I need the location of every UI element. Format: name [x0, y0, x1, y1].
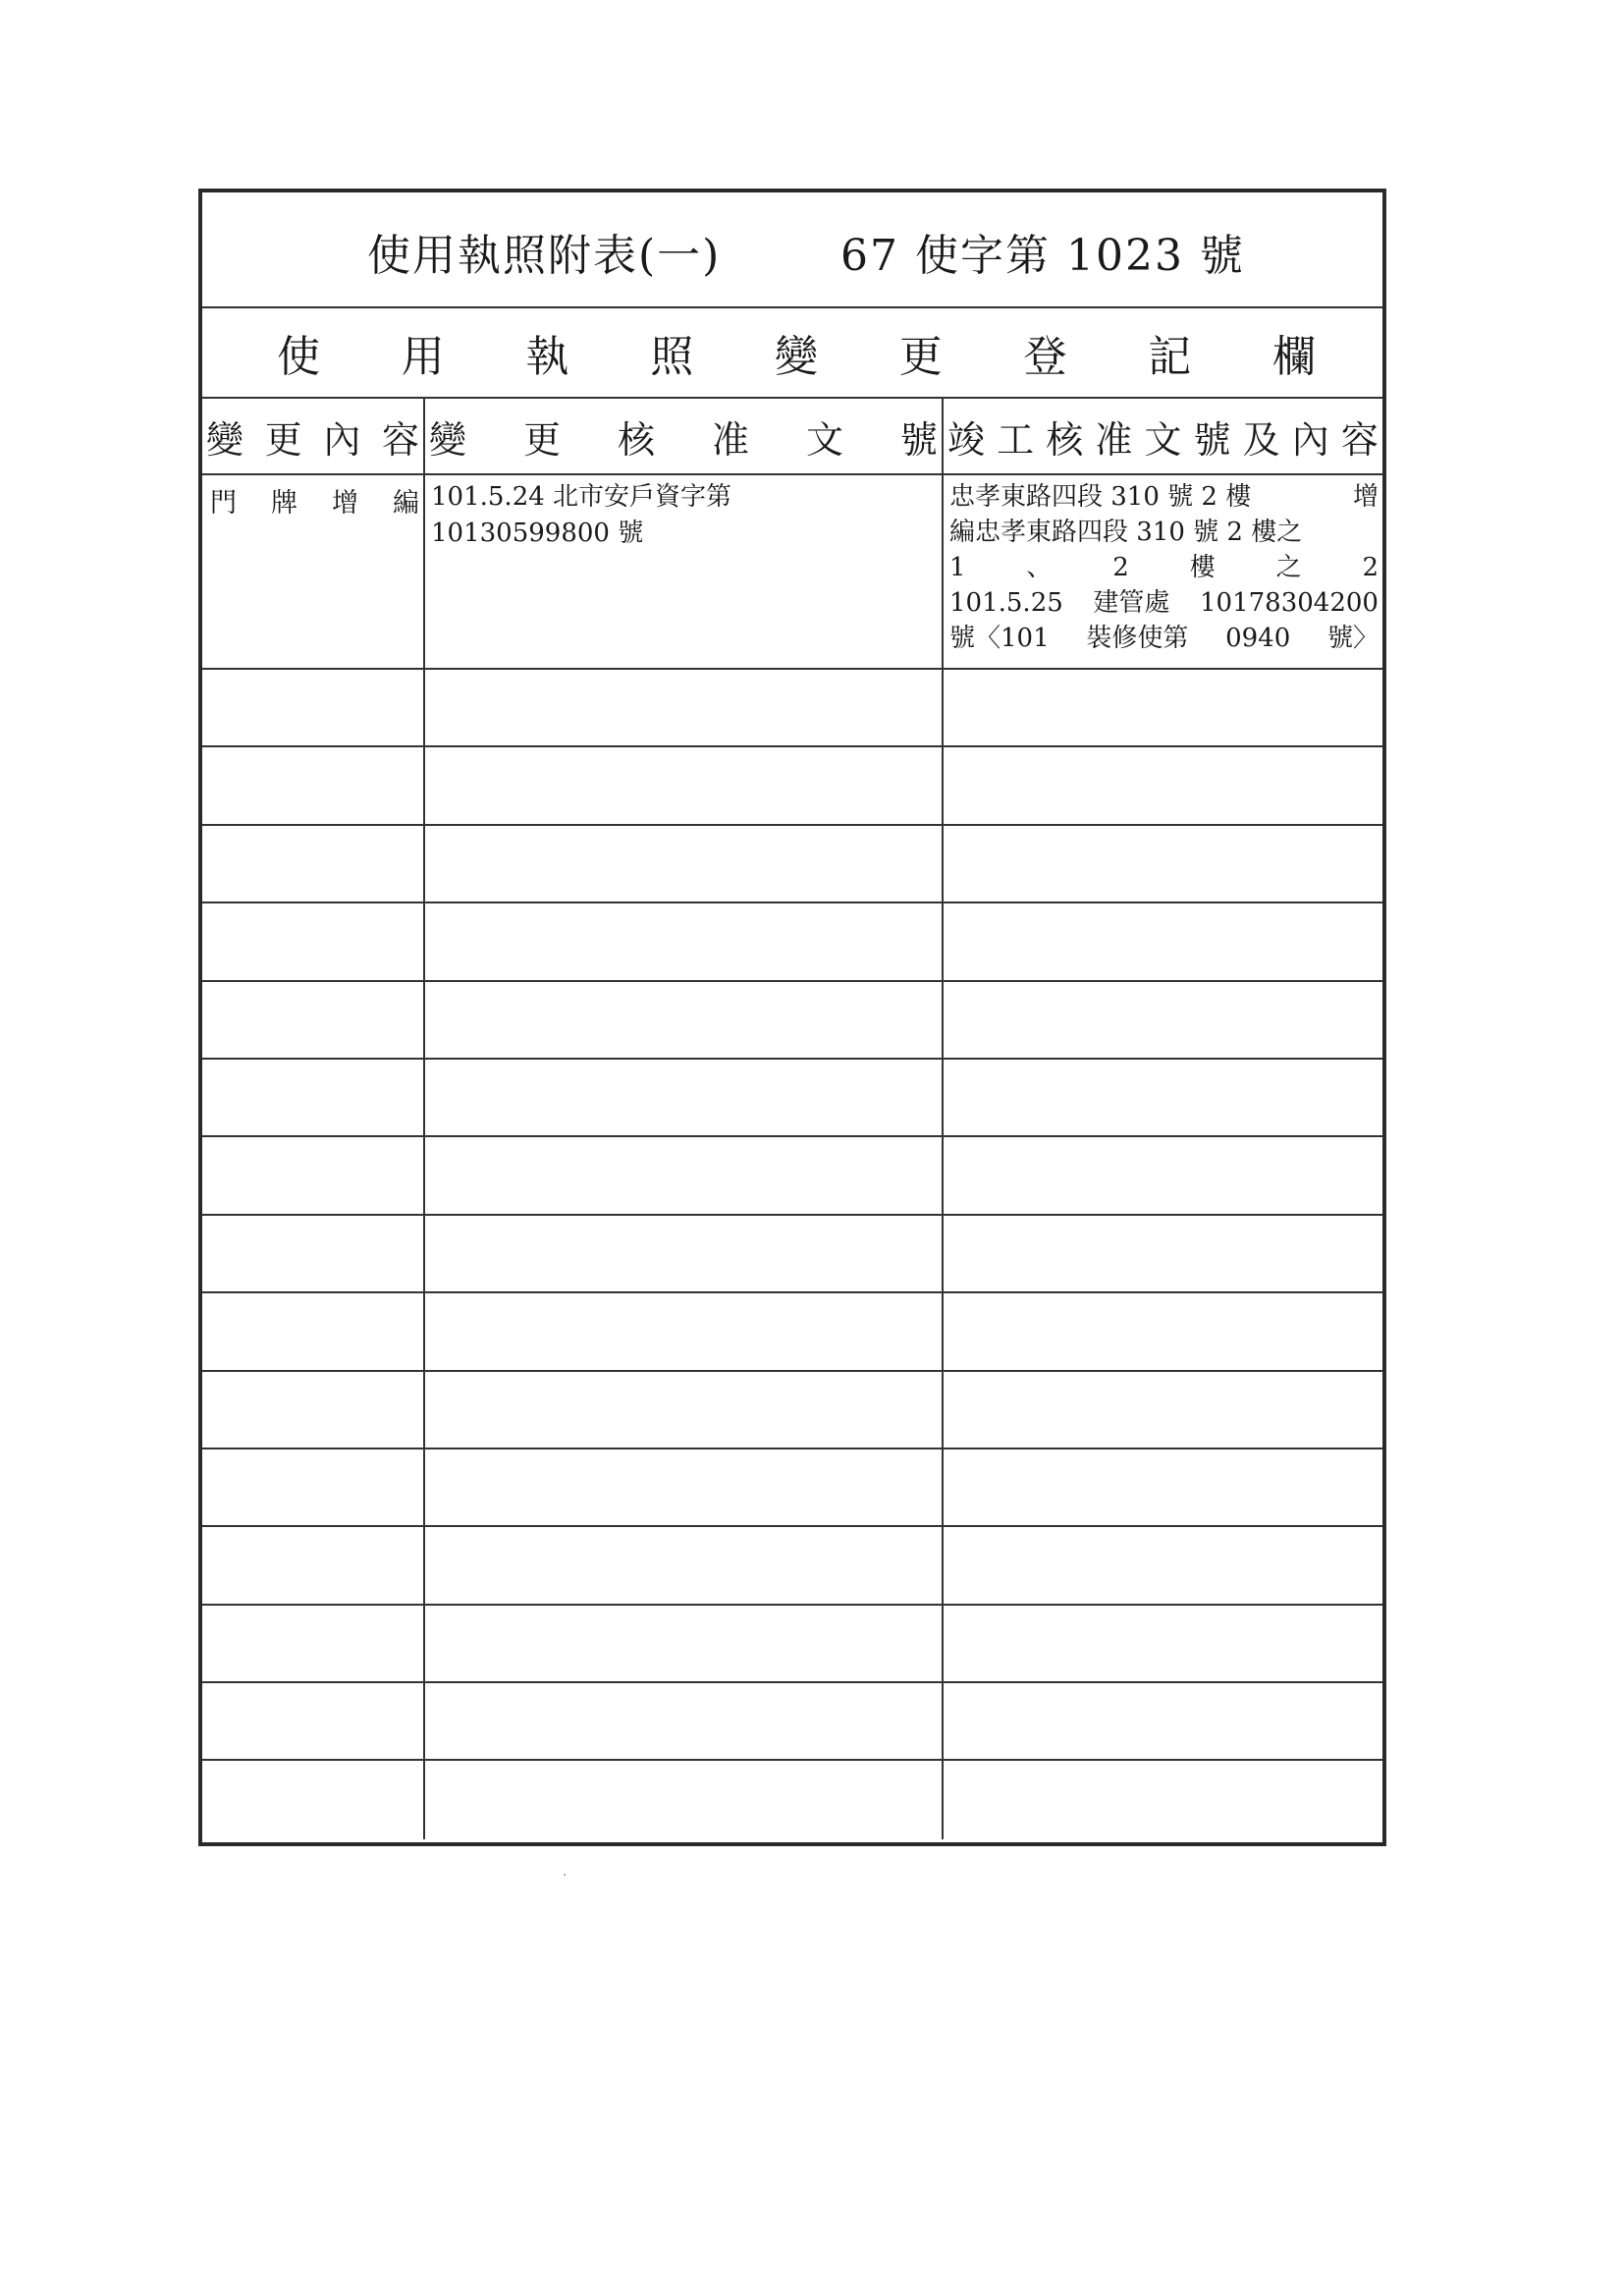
change-content-cell: [202, 1372, 425, 1449]
usage-permit-table: [198, 189, 1386, 1846]
change-content-cell: [202, 747, 425, 825]
change-content-cell: [202, 1449, 425, 1527]
completion-line: 1 、 2 樓 之 2: [949, 553, 1379, 582]
table-row: [202, 1137, 1382, 1215]
change-record-grid: [202, 399, 1382, 475]
table-title-row: [202, 192, 1382, 308]
completion-approval-cell: [944, 1761, 1382, 1838]
approval-line: 101.5.24 北市安戶資字第: [431, 482, 732, 512]
completion-approval-cell: [944, 475, 1382, 670]
table-row: [202, 1449, 1382, 1527]
form-title: 使用執照附表(一): [367, 231, 722, 281]
approval-number-cell: [425, 826, 944, 903]
approval-number-cell: [425, 1372, 944, 1449]
completion-approval-cell: [944, 670, 1382, 747]
approval-number-cell: [425, 1761, 944, 1838]
completion-line: 編忠孝東路四段 310 號 2 樓之: [949, 518, 1303, 547]
heading-char: 更: [898, 332, 943, 382]
completion-approval-cell: [944, 1449, 1382, 1527]
table-row: [202, 826, 1382, 903]
table-row: [202, 903, 1382, 981]
change-content-cell: [202, 1527, 425, 1605]
completion-approval-cell: [944, 826, 1382, 903]
table-row: [202, 670, 1382, 747]
column-header-approval-number: 變 更 核 准 文 號: [425, 399, 944, 475]
approval-number-cell: [425, 1293, 944, 1371]
change-content-cell: [202, 1216, 425, 1293]
approval-number-cell: [425, 903, 944, 981]
scan-speck: ·: [563, 1868, 568, 1884]
change-content-cell: [202, 1137, 425, 1215]
change-content-cell: [202, 1060, 425, 1137]
heading-char: 使: [277, 332, 320, 382]
completion-line: 101.5.25 建管處 10178304200: [949, 588, 1379, 618]
table-row: [202, 1060, 1382, 1137]
approval-number-cell: [425, 1449, 944, 1527]
empty-rows: [202, 670, 1382, 1839]
approval-line: 10130599800 號: [431, 519, 644, 548]
change-content-cell: [202, 1761, 425, 1838]
heading-char: 登: [1023, 332, 1067, 382]
table-row: [202, 747, 1382, 825]
approval-number-cell: [425, 1527, 944, 1605]
heading-char: 用: [401, 332, 445, 382]
change-content-cell: [202, 1293, 425, 1371]
completion-approval-cell: [944, 1060, 1382, 1137]
approval-number-cell: [425, 1683, 944, 1761]
completion-approval-cell: [944, 903, 1382, 981]
table-body: [202, 475, 1382, 1839]
completion-approval-cell: [944, 1293, 1382, 1371]
completion-line: 忠孝東路四段 310 號 2 樓 增: [949, 482, 1379, 512]
completion-approval-cell: [944, 1137, 1382, 1215]
permit-number: 67 使字第 1023 號: [840, 231, 1245, 281]
completion-approval-cell: [944, 1527, 1382, 1605]
change-content-cell: [202, 670, 425, 747]
approval-number-cell: [425, 982, 944, 1060]
completion-approval-cell: [944, 1372, 1382, 1449]
table-row: [202, 982, 1382, 1060]
change-content-cell: [202, 982, 425, 1060]
change-content-cell: [202, 1683, 425, 1761]
column-header-change-content: 變 更 內 容: [202, 399, 425, 475]
change-content-cell: [202, 903, 425, 981]
table-row: [202, 1527, 1382, 1605]
column-header-completion-approval: 竣 工 核 准 文 號 及 內 容: [944, 399, 1382, 475]
section-heading: [202, 308, 1382, 399]
approval-number-cell: [425, 475, 944, 670]
change-content-cell: [202, 826, 425, 903]
heading-char: 照: [650, 332, 694, 382]
table-row: [202, 1606, 1382, 1683]
table-row: [202, 475, 1382, 670]
table-row: [202, 1216, 1382, 1293]
table-row: [202, 1372, 1382, 1449]
approval-number-cell: [425, 1606, 944, 1683]
completion-approval-cell: [944, 1683, 1382, 1761]
approval-number-cell: [425, 1216, 944, 1293]
heading-char: 執: [525, 332, 569, 382]
change-content-cell: 門 牌 增 編: [202, 475, 425, 670]
completion-line: 號〈101 裝修使第 0940 號〉: [949, 624, 1379, 653]
heading-char: 欄: [1272, 332, 1316, 382]
approval-number-cell: [425, 1137, 944, 1215]
approval-number-cell: [425, 747, 944, 825]
approval-number-cell: [425, 1060, 944, 1137]
completion-approval-cell: [944, 747, 1382, 825]
table-row: [202, 1683, 1382, 1761]
heading-char: 變: [775, 332, 818, 382]
completion-approval-cell: [944, 982, 1382, 1060]
completion-approval-cell: [944, 1606, 1382, 1683]
change-content-cell: [202, 1606, 425, 1683]
completion-approval-cell: [944, 1216, 1382, 1293]
table-row: [202, 1293, 1382, 1371]
heading-char: 記: [1148, 332, 1192, 382]
table-row: [202, 1761, 1382, 1838]
approval-number-cell: [425, 670, 944, 747]
